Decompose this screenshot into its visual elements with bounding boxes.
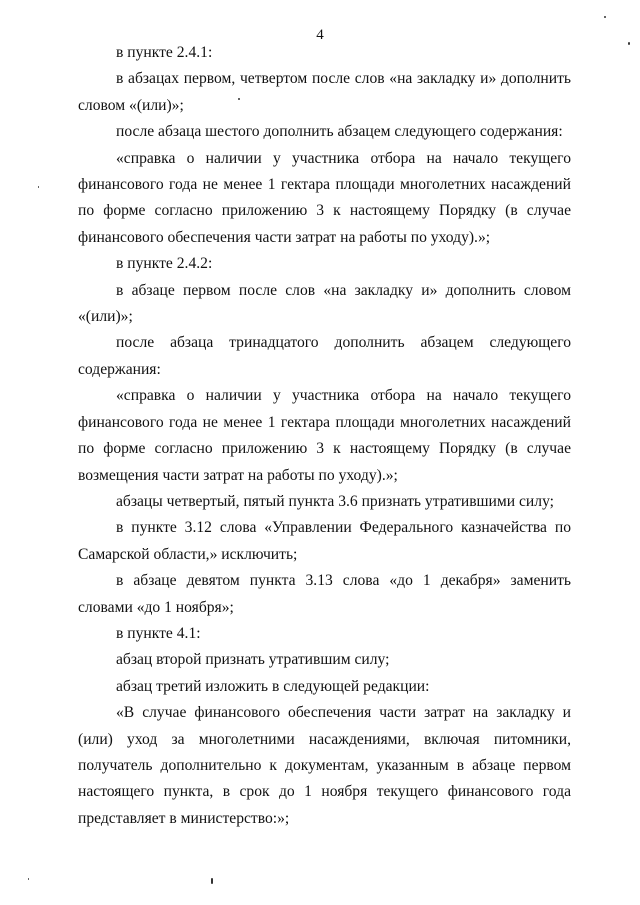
- scan-speck: [238, 98, 240, 100]
- paragraph-14: абзац третий изложить в следующей редакции:: [116, 677, 430, 695]
- scan-speck: [628, 42, 630, 45]
- paragraph-8: «справка о наличии у участника отбора на начало текущего финансового года не менее 1 гектара площади многолетних насаждений по форме согласно приложению 3 к настоящему Порядку (в случае возмещения части затрат на работы по уходу).»;: [78, 387, 571, 484]
- paragraph-13: абзац второй признать утратившим силу;: [116, 651, 390, 669]
- paragraph-4: «справка о наличии у участника отбора на начало текущего финансового года не менее 1 гектара площади многолетних насаждений по форме согласно приложению 3 к настоящему Порядку (в случае финансового обеспечения части затрат на работы по уходу).»;: [78, 149, 571, 246]
- page-number: 4: [316, 27, 324, 43]
- paragraph-11: в абзаце девятом пункта 3.13 слова «до 1 декабря» заменить словами «до 1 ноября»;: [78, 572, 571, 616]
- paragraph-5: в пункте 2.4.2:: [116, 255, 213, 273]
- paragraph-12: в пункте 4.1:: [116, 624, 201, 642]
- paragraph-2: в абзацах первом, четвертом после слов «на закладку и» дополнить словом «(или)»;: [78, 70, 571, 114]
- scan-speck: [604, 16, 606, 18]
- paragraph-9: абзацы четвертый, пятый пункта 3.6 признать утратившими силу;: [116, 492, 554, 510]
- scan-speck: [28, 878, 29, 880]
- paragraph-10: в пункте 3.12 слова «Управлении Федерального казначейства по Самарской области,» исключить;: [78, 519, 571, 563]
- paragraph-1: в пункте 2.4.1:: [116, 44, 213, 61]
- paragraph-6: в абзаце первом после слов «на закладку и» дополнить словом «(или)»;: [78, 281, 571, 326]
- scan-speck: [211, 878, 213, 884]
- paragraph-7: после абзаца тринадцатого дополнить абзацем следующего содержания:: [78, 334, 571, 378]
- paragraph-15: «В случае финансового обеспечения части затрат на закладку и (или) уход за многолетними насаждениями, включая питомники, получатель дополнительно к документам, указанным в абзаце первом настоящего пункта, в срок до 1 ноября текущего финансового года представляет в министерство:»;: [78, 704, 571, 827]
- paragraph-3: после абзаца шестого дополнить абзацем следующего содержания:: [116, 123, 563, 141]
- scan-speck: [38, 186, 39, 188]
- document-body: [78, 40, 571, 832]
